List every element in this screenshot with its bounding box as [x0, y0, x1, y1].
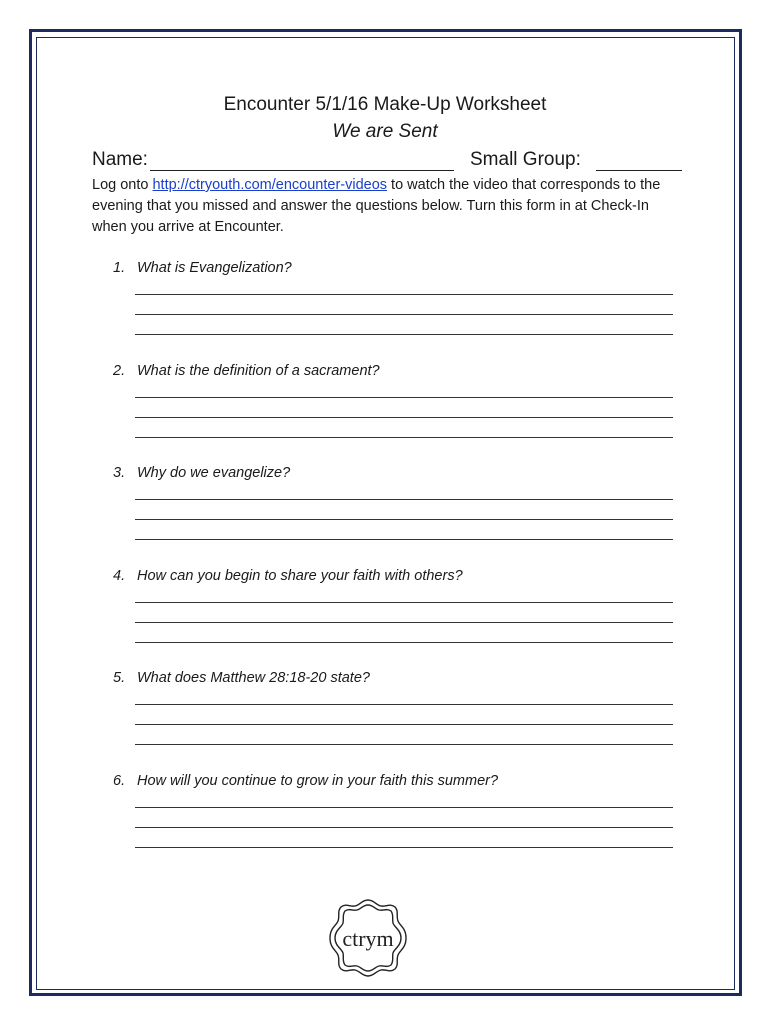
answer-line-2-2[interactable]: [135, 417, 673, 418]
answer-line-6-3[interactable]: [135, 847, 673, 848]
worksheet-title: Encounter 5/1/16 Make-Up Worksheet: [223, 94, 547, 115]
question-1: [113, 260, 673, 276]
name-field-line[interactable]: [150, 170, 454, 171]
ctrym-logo: [326, 896, 410, 980]
instructions-prefix: Log onto: [92, 177, 153, 193]
answer-line-4-2[interactable]: [135, 622, 673, 623]
question-3: [113, 465, 673, 481]
small-group-field-line[interactable]: [596, 170, 682, 171]
answer-line-3-2[interactable]: [135, 519, 673, 520]
question-text: What is the definition of a sacrament?: [137, 362, 380, 379]
answer-line-2-3[interactable]: [135, 437, 673, 438]
answer-line-1-3[interactable]: [135, 334, 673, 335]
answer-line-5-2[interactable]: [135, 724, 673, 725]
question-number: 2.: [113, 362, 126, 379]
question-4: [113, 568, 673, 584]
answer-line-3-1[interactable]: [135, 499, 673, 500]
logo-text: ctrym: [342, 926, 394, 951]
question-number: 1.: [113, 260, 126, 276]
question-text: What is Evangelization?: [137, 260, 292, 276]
answer-line-4-3[interactable]: [135, 642, 673, 643]
answer-line-3-3[interactable]: [135, 539, 673, 540]
instructions-suffix: to watch the video that corresponds to the evening that you missed and answer the questions below. Turn this form in at Check-In when you arrive at Encounter.: [92, 177, 661, 235]
answer-line-2-1[interactable]: [135, 397, 673, 398]
answer-line-5-3[interactable]: [135, 744, 673, 745]
question-5: [113, 670, 673, 686]
answer-line-6-2[interactable]: [135, 827, 673, 828]
answer-line-6-1[interactable]: [135, 807, 673, 808]
worksheet-subtitle: We are Sent: [332, 121, 438, 142]
small-group-label: Small Group:: [470, 149, 581, 170]
question-text: What does Matthew 28:18-20 state?: [137, 670, 370, 687]
question-number: 6.: [113, 773, 126, 789]
question-text: How can you begin to share your faith with others?: [137, 567, 463, 584]
question-number: 5.: [113, 670, 126, 687]
videos-link[interactable]: http://ctryouth.com/encounter-videos: [152, 177, 388, 193]
answer-line-1-2[interactable]: [135, 314, 673, 315]
question-text: How will you continue to grow in your faith this summer?: [137, 773, 499, 789]
instructions-text: [92, 175, 672, 238]
answer-line-4-1[interactable]: [135, 602, 673, 603]
answer-line-1-1[interactable]: [135, 294, 673, 295]
answer-line-5-1[interactable]: [135, 704, 673, 705]
question-number: 3.: [113, 465, 126, 482]
question-6: [113, 773, 673, 789]
question-2: [113, 363, 673, 379]
question-number: 4.: [113, 567, 126, 584]
question-text: Why do we evangelize?: [137, 465, 291, 482]
name-label: Name:: [92, 149, 148, 170]
